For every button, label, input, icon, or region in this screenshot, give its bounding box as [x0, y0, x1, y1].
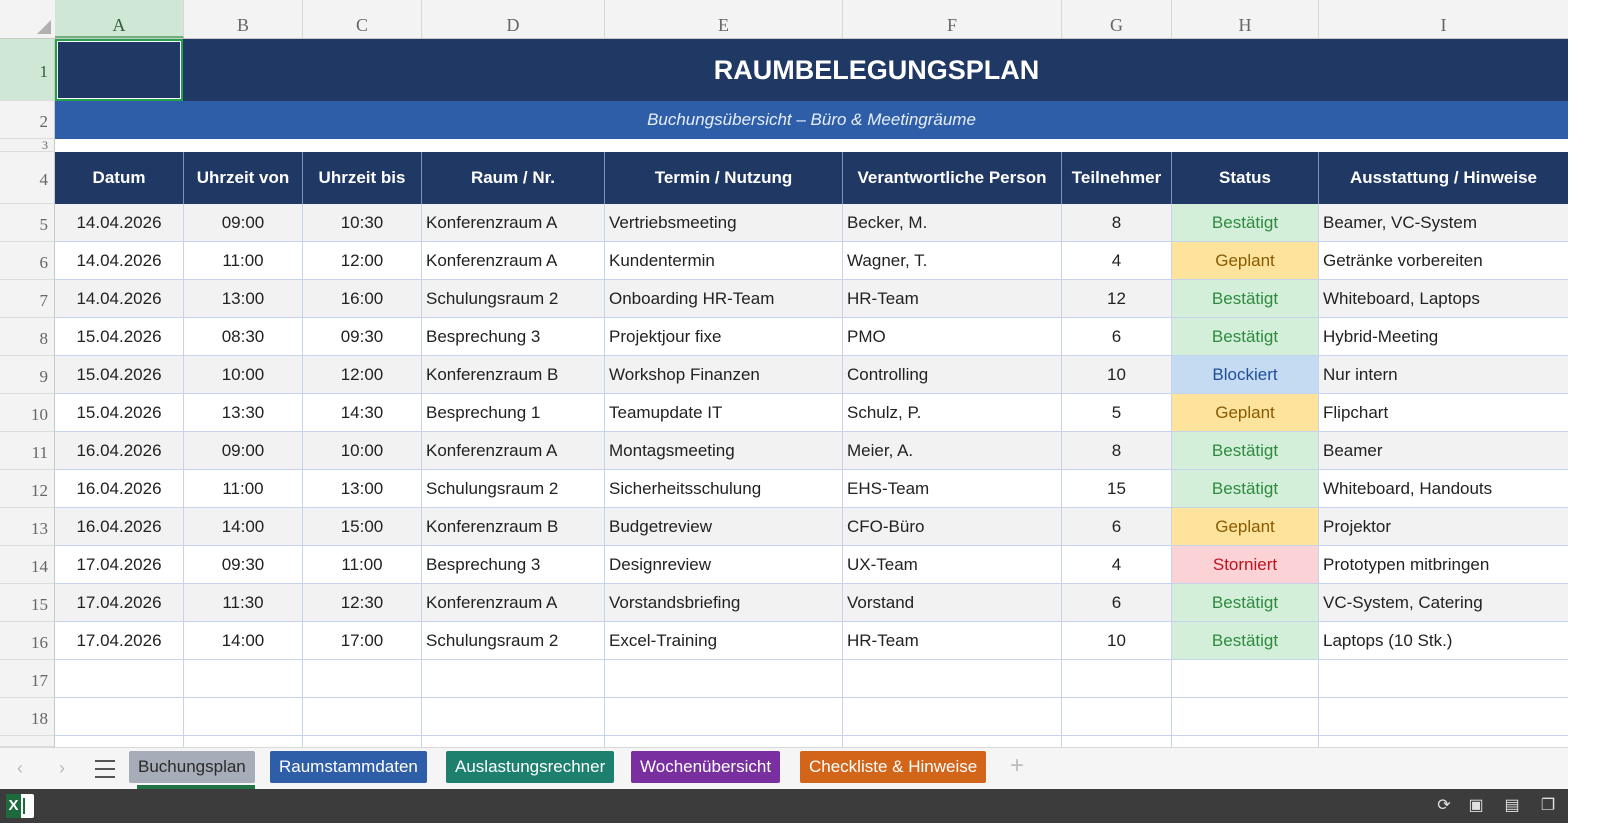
- column-header-b[interactable]: B: [184, 0, 303, 38]
- cell-datum[interactable]: 16.04.2026: [55, 470, 184, 508]
- column-header-row: [0, 0, 1568, 39]
- cell-termin[interactable]: Kundentermin: [605, 242, 843, 280]
- cell-person[interactable]: Schulz, P.: [843, 394, 1062, 432]
- cell-uhrzeit-bis[interactable]: 10:00: [303, 432, 422, 470]
- cell-ausstattung[interactable]: Whiteboard, Handouts: [1319, 470, 1568, 508]
- row-header-4[interactable]: 4: [0, 152, 55, 204]
- header-raum[interactable]: Raum / Nr.: [422, 152, 605, 204]
- cell-datum[interactable]: 15.04.2026: [55, 394, 184, 432]
- cell-uhrzeit-von[interactable]: 09:00: [184, 432, 303, 470]
- empty-cell[interactable]: [422, 736, 605, 747]
- row-header-9[interactable]: 9: [0, 356, 55, 394]
- empty-cell[interactable]: [1062, 698, 1172, 736]
- cell-status[interactable]: Blockiert: [1172, 356, 1319, 394]
- cell-teilnehmer[interactable]: 4: [1062, 546, 1172, 584]
- cell-termin[interactable]: Teamupdate IT: [605, 394, 843, 432]
- cell-uhrzeit-von[interactable]: 14:00: [184, 622, 303, 660]
- cell-status[interactable]: Bestätigt: [1172, 432, 1319, 470]
- cell-ausstattung[interactable]: Laptops (10 Stk.): [1319, 622, 1568, 660]
- cell-raum[interactable]: Konferenzraum A: [422, 204, 605, 242]
- sheet-tab-5[interactable]: Checkliste & Hinweise: [800, 751, 986, 783]
- column-header-h[interactable]: H: [1172, 0, 1319, 38]
- cell-termin[interactable]: Onboarding HR-Team: [605, 280, 843, 318]
- cell-teilnehmer[interactable]: 10: [1062, 622, 1172, 660]
- header-uhrzeit-von[interactable]: Uhrzeit von: [184, 152, 303, 204]
- empty-cell[interactable]: [1062, 660, 1172, 698]
- cell-person[interactable]: Becker, M.: [843, 204, 1062, 242]
- empty-cell[interactable]: [843, 660, 1062, 698]
- cell-uhrzeit-bis[interactable]: 13:00: [303, 470, 422, 508]
- empty-cell[interactable]: [843, 736, 1062, 747]
- cell-teilnehmer[interactable]: 6: [1062, 584, 1172, 622]
- column-header-i[interactable]: I: [1440, 15, 1447, 35]
- cell-ausstattung[interactable]: Beamer, VC-System: [1319, 204, 1568, 242]
- cell-datum[interactable]: 14.04.2026: [55, 204, 184, 242]
- cell-teilnehmer[interactable]: 6: [1062, 508, 1172, 546]
- header-status[interactable]: Status: [1172, 152, 1319, 204]
- row-header-12[interactable]: 12: [0, 470, 55, 508]
- column-header-c[interactable]: C: [303, 0, 422, 38]
- cell-uhrzeit-bis[interactable]: 12:00: [303, 242, 422, 280]
- empty-cell[interactable]: [1319, 660, 1568, 698]
- column-header-e[interactable]: E: [605, 0, 843, 38]
- cell-uhrzeit-von[interactable]: 10:00: [184, 356, 303, 394]
- header-termin[interactable]: Termin / Nutzung: [605, 152, 843, 204]
- row-header-15[interactable]: 15: [0, 584, 55, 622]
- cell-ausstattung[interactable]: Flipchart: [1319, 394, 1568, 432]
- cell-uhrzeit-bis[interactable]: 12:30: [303, 584, 422, 622]
- window-restore-icon[interactable]: ❐: [1540, 797, 1556, 814]
- empty-cell[interactable]: [422, 698, 605, 736]
- empty-cell[interactable]: [303, 736, 422, 747]
- selected-cell-a1[interactable]: [55, 39, 183, 101]
- cell-teilnehmer[interactable]: 8: [1062, 204, 1172, 242]
- cell-termin[interactable]: Excel-Training: [605, 622, 843, 660]
- sheet-tab-4[interactable]: Wochenübersicht: [631, 751, 780, 783]
- row-header-8[interactable]: 8: [0, 318, 55, 356]
- row-header-17[interactable]: 17: [0, 660, 55, 698]
- cell-datum[interactable]: 14.04.2026: [55, 242, 184, 280]
- cell-ausstattung[interactable]: Beamer: [1319, 432, 1568, 470]
- cell-uhrzeit-von[interactable]: 09:00: [184, 204, 303, 242]
- sync-icon[interactable]: ⟳: [1437, 797, 1451, 814]
- row-header-6[interactable]: 6: [0, 242, 55, 280]
- cell-ausstattung[interactable]: Hybrid-Meeting: [1319, 318, 1568, 356]
- header-teilnehmer[interactable]: Teilnehmer: [1062, 152, 1172, 204]
- row-header-16[interactable]: 16: [0, 622, 55, 660]
- row-header-partial: [0, 736, 55, 747]
- cell-teilnehmer[interactable]: 8: [1062, 432, 1172, 470]
- empty-cell[interactable]: [184, 660, 303, 698]
- cell-raum[interactable]: Konferenzraum B: [422, 508, 605, 546]
- cell-person[interactable]: HR-Team: [843, 622, 1062, 660]
- cell-person[interactable]: UX-Team: [843, 546, 1062, 584]
- empty-cell[interactable]: [605, 698, 843, 736]
- column-header-d[interactable]: D: [422, 0, 605, 38]
- cell-status[interactable]: Bestätigt: [1172, 470, 1319, 508]
- empty-cell[interactable]: [303, 698, 422, 736]
- row-header-13[interactable]: 13: [0, 508, 55, 546]
- row-header-2[interactable]: 2: [0, 101, 55, 139]
- cell-teilnehmer[interactable]: 12: [1062, 280, 1172, 318]
- cell-raum[interactable]: Konferenzraum A: [422, 242, 605, 280]
- cell-raum[interactable]: Schulungsraum 2: [422, 470, 605, 508]
- row-header-18[interactable]: 18: [0, 698, 55, 736]
- cell-uhrzeit-von[interactable]: 08:30: [184, 318, 303, 356]
- cell-datum[interactable]: 17.04.2026: [55, 622, 184, 660]
- empty-cell[interactable]: [1172, 736, 1319, 747]
- cell-status[interactable]: Storniert: [1172, 546, 1319, 584]
- cell-termin[interactable]: Designreview: [605, 546, 843, 584]
- cell-ausstattung[interactable]: VC-System, Catering: [1319, 584, 1568, 622]
- cell-uhrzeit-von[interactable]: 13:30: [184, 394, 303, 432]
- cell-ausstattung[interactable]: Whiteboard, Laptops: [1319, 280, 1568, 318]
- empty-cell[interactable]: [422, 660, 605, 698]
- cell-termin[interactable]: Budgetreview: [605, 508, 843, 546]
- cell-uhrzeit-von[interactable]: 09:30: [184, 546, 303, 584]
- cell-uhrzeit-bis[interactable]: 17:00: [303, 622, 422, 660]
- cell-uhrzeit-bis[interactable]: 09:30: [303, 318, 422, 356]
- cell-person[interactable]: Wagner, T.: [843, 242, 1062, 280]
- cell-termin[interactable]: Projektjour fixe: [605, 318, 843, 356]
- empty-cell[interactable]: [55, 736, 184, 747]
- header-datum[interactable]: Datum: [55, 152, 184, 204]
- cell-raum[interactable]: Konferenzraum A: [422, 584, 605, 622]
- column-header-g[interactable]: G: [1062, 0, 1172, 38]
- sheet-title: RAUMBELEGUNGSPLAN: [713, 55, 1040, 85]
- sheet-tab-2[interactable]: Raumstammdaten: [270, 751, 427, 783]
- empty-cell[interactable]: [1172, 660, 1319, 698]
- cell-datum[interactable]: 17.04.2026: [55, 584, 184, 622]
- cell-person[interactable]: HR-Team: [843, 280, 1062, 318]
- empty-cell[interactable]: [55, 660, 184, 698]
- empty-cell[interactable]: [843, 698, 1062, 736]
- save-icon[interactable]: ▣: [1468, 797, 1484, 814]
- plus-icon[interactable]: +: [1010, 752, 1025, 779]
- cell-raum[interactable]: Besprechung 3: [422, 546, 605, 584]
- cell-person[interactable]: PMO: [843, 318, 1062, 356]
- cell-uhrzeit-bis[interactable]: 11:00: [303, 546, 422, 584]
- cell-teilnehmer[interactable]: 6: [1062, 318, 1172, 356]
- select-all-corner[interactable]: [0, 0, 56, 38]
- chevron-left-icon[interactable]: ‹: [17, 758, 23, 778]
- sheet-tab-1[interactable]: Buchungsplan: [129, 751, 255, 783]
- cell-status[interactable]: Bestätigt: [1172, 622, 1319, 660]
- cell-raum[interactable]: Schulungsraum 2: [422, 622, 605, 660]
- sheet-subtitle: Buchungsübersicht – Büro & Meetingräume: [55, 101, 1568, 139]
- cell-status[interactable]: Bestätigt: [1172, 584, 1319, 622]
- empty-cell[interactable]: [55, 698, 184, 736]
- cell-ausstattung[interactable]: Prototypen mitbringen: [1319, 546, 1568, 584]
- cell-uhrzeit-von[interactable]: 14:00: [184, 508, 303, 546]
- hamburger-menu-icon[interactable]: [93, 754, 117, 782]
- cell-raum[interactable]: Konferenzraum B: [422, 356, 605, 394]
- cell-status[interactable]: Bestätigt: [1172, 280, 1319, 318]
- cell-datum[interactable]: 15.04.2026: [55, 318, 184, 356]
- cell-termin[interactable]: Sicherheitsschulung: [605, 470, 843, 508]
- cell-ausstattung[interactable]: Nur intern: [1319, 356, 1568, 394]
- row-header-7[interactable]: 7: [0, 280, 55, 318]
- row-header-3[interactable]: 3: [0, 139, 55, 152]
- status-bar: [0, 789, 1568, 823]
- cell-uhrzeit-von[interactable]: 11:00: [184, 242, 303, 280]
- column-header-f[interactable]: F: [843, 0, 1062, 38]
- cell-teilnehmer[interactable]: 15: [1062, 470, 1172, 508]
- cell-status[interactable]: Geplant: [1172, 394, 1319, 432]
- column-header-a[interactable]: A: [55, 0, 184, 38]
- cell-person[interactable]: Controlling: [843, 356, 1062, 394]
- cell-person[interactable]: CFO-Büro: [843, 508, 1062, 546]
- empty-cell[interactable]: [184, 736, 303, 747]
- cell-termin[interactable]: Vertriebsmeeting: [605, 204, 843, 242]
- cell-uhrzeit-bis[interactable]: 12:00: [303, 356, 422, 394]
- cell-datum[interactable]: 16.04.2026: [55, 508, 184, 546]
- cell-ausstattung[interactable]: Projektor: [1319, 508, 1568, 546]
- empty-cell[interactable]: [1062, 736, 1172, 747]
- cell-raum[interactable]: Schulungsraum 2: [422, 280, 605, 318]
- row-header-5[interactable]: 5: [0, 204, 55, 242]
- cell-status[interactable]: Geplant: [1172, 508, 1319, 546]
- row-header-11[interactable]: 11: [0, 432, 55, 470]
- cell-status[interactable]: Geplant: [1172, 242, 1319, 280]
- row-header-1[interactable]: 1: [0, 39, 55, 101]
- cell-teilnehmer[interactable]: 10: [1062, 356, 1172, 394]
- cell-person[interactable]: Meier, A.: [843, 432, 1062, 470]
- reading-view-icon[interactable]: ▤: [1504, 797, 1520, 814]
- chevron-right-icon[interactable]: ›: [59, 758, 65, 778]
- select-all-triangle-icon: [37, 20, 51, 34]
- empty-cell[interactable]: [1172, 698, 1319, 736]
- row-header-10[interactable]: 10: [0, 394, 55, 432]
- cell-datum[interactable]: 14.04.2026: [55, 280, 184, 318]
- cell-datum[interactable]: 16.04.2026: [55, 432, 184, 470]
- header-verantwortliche-person[interactable]: Verantwortliche Person: [843, 152, 1062, 204]
- cell-uhrzeit-von[interactable]: 11:00: [184, 470, 303, 508]
- cell-uhrzeit-bis[interactable]: 16:00: [303, 280, 422, 318]
- cell-status[interactable]: Bestätigt: [1172, 318, 1319, 356]
- empty-cell[interactable]: [1319, 736, 1568, 747]
- empty-cell[interactable]: [303, 660, 422, 698]
- empty-cell[interactable]: [605, 660, 843, 698]
- empty-cell[interactable]: [605, 736, 843, 747]
- cell-uhrzeit-bis[interactable]: 10:30: [303, 204, 422, 242]
- cell-uhrzeit-von[interactable]: 13:00: [184, 280, 303, 318]
- cell-teilnehmer[interactable]: 4: [1062, 242, 1172, 280]
- cell-raum[interactable]: Konferenzraum A: [422, 432, 605, 470]
- cell-datum[interactable]: 17.04.2026: [55, 546, 184, 584]
- header-ausstattung[interactable]: Ausstattung / Hinweise: [1319, 152, 1568, 204]
- cell-person[interactable]: Vorstand: [843, 584, 1062, 622]
- excel-icon: X: [6, 794, 34, 818]
- cell-status[interactable]: Bestätigt: [1172, 204, 1319, 242]
- cell-teilnehmer[interactable]: 5: [1062, 394, 1172, 432]
- cell-termin[interactable]: Workshop Finanzen: [605, 356, 843, 394]
- sheet-tab-bar: [0, 747, 1568, 790]
- sheet-tab-3[interactable]: Auslastungsrechner: [446, 751, 614, 783]
- cell-uhrzeit-bis[interactable]: 15:00: [303, 508, 422, 546]
- cell-termin[interactable]: Vorstandsbriefing: [605, 584, 843, 622]
- cell-raum[interactable]: Besprechung 3: [422, 318, 605, 356]
- empty-cell[interactable]: [1319, 698, 1568, 736]
- cell-uhrzeit-von[interactable]: 11:30: [184, 584, 303, 622]
- empty-cell[interactable]: [184, 698, 303, 736]
- cell-termin[interactable]: Montagsmeeting: [605, 432, 843, 470]
- cell-ausstattung[interactable]: Getränke vorbereiten: [1319, 242, 1568, 280]
- cell-raum[interactable]: Besprechung 1: [422, 394, 605, 432]
- cell-person[interactable]: EHS-Team: [843, 470, 1062, 508]
- spacer-row: [55, 139, 1568, 152]
- cell-datum[interactable]: 15.04.2026: [55, 356, 184, 394]
- row-header-14[interactable]: 14: [0, 546, 55, 584]
- cell-uhrzeit-bis[interactable]: 14:30: [303, 394, 422, 432]
- header-uhrzeit-bis[interactable]: Uhrzeit bis: [303, 152, 422, 204]
